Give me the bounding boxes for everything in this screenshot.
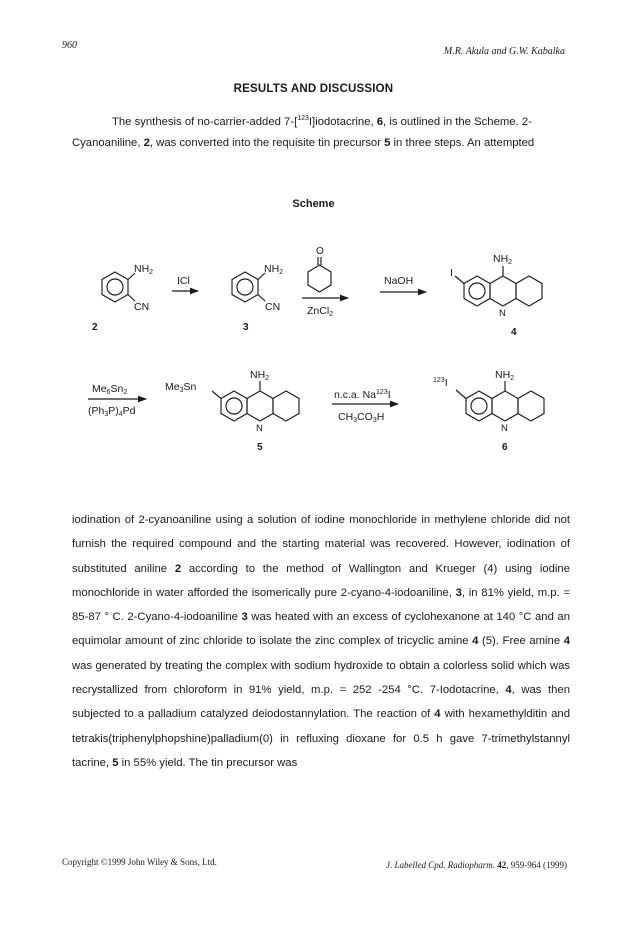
intro-text: in three steps. An attempted bbox=[390, 137, 535, 149]
intro-text: , is outlined in the Scheme. 2- bbox=[383, 115, 532, 128]
cyclohexanone-structure bbox=[308, 246, 331, 292]
cn-label: CN bbox=[134, 301, 150, 313]
nh2-label: NH2 bbox=[134, 263, 154, 276]
compound-ref: 5 bbox=[112, 756, 119, 769]
nh2-label: NH2 bbox=[495, 369, 515, 382]
section-heading: RESULTS AND DISCUSSION bbox=[233, 83, 394, 95]
body-paragraph bbox=[72, 508, 570, 775]
ring-nitrogen-label: N bbox=[501, 423, 508, 434]
running-head: M.R. Akula and G.W. Kabalka bbox=[443, 46, 565, 57]
compound-ref: 2 bbox=[143, 137, 150, 149]
oxygen-label: O bbox=[316, 246, 324, 257]
intro-text: I]iodotacrine, bbox=[308, 115, 377, 128]
reagent-me6sn2: Me6Sn2 bbox=[92, 383, 128, 396]
nh2-label: NH2 bbox=[264, 263, 284, 276]
page-number: 960 bbox=[62, 40, 77, 51]
journal-citation bbox=[386, 860, 567, 870]
compound-ref: 4 bbox=[505, 684, 512, 697]
compound-ref: 4 bbox=[563, 635, 571, 648]
citation-volume: 42 bbox=[497, 860, 507, 870]
compound-2-structure bbox=[102, 263, 153, 313]
nh2-label: NH2 bbox=[493, 253, 513, 266]
copyright-notice: Copyright ©1999 John Wiley & Sons, Ltd. bbox=[62, 857, 217, 867]
intro-line-2 bbox=[72, 131, 534, 155]
intro-text: , was converted into the requisite tin precursor bbox=[149, 137, 385, 149]
compound-4-structure bbox=[450, 253, 542, 319]
compound-ref: 5 bbox=[384, 137, 391, 149]
body-text-run: was heated with an excess of cyclohexanone at 140 °C and an equimolar amount of zinc chloride to isolate the zinc complex of tricyclic amine bbox=[72, 611, 570, 648]
body-text-run: with hexamethylditin and tetrakis(triphenylphopshine)palladium(0) in refluxing dioxane for 0.5 h gave 7-trimethylstannyl tacrine, bbox=[72, 708, 570, 769]
intro-line-1 bbox=[112, 107, 532, 134]
reagent-icl: ICl bbox=[177, 275, 190, 287]
body-text-run: iodination of 2-cyanoaniline using a solution of iodine monochloride in methylene chloride did not furnish the required compound and the starting material was recovered. However, iodination of substituted aniline bbox=[72, 514, 570, 575]
compound-number-6: 6 bbox=[502, 442, 508, 453]
compound-ref: 4 bbox=[434, 708, 441, 721]
compound-number-4: 4 bbox=[511, 327, 517, 338]
radioiodine-label: $^{123}$I bbox=[433, 377, 448, 389]
body-text-run: , in 81% yield, m.p. = 85-87 ° C. 2-Cyano-4-iodoaniline bbox=[72, 586, 570, 624]
compound-ref: 2 bbox=[174, 562, 182, 575]
nh2-label: NH2 bbox=[250, 369, 270, 382]
compound-6-structure bbox=[433, 369, 544, 434]
compound-number-5: 5 bbox=[257, 442, 263, 453]
body-text-run: in 55% yield. The tin precursor was bbox=[118, 756, 298, 769]
body-text-run: was generated by treating the complex with sodium hydroxide to obtain a colorless solid which was recrystallized from chloroform in 91% yield, m.p. = 252 -254 °C. 7-Iodotacrine, bbox=[72, 659, 570, 697]
compound-ref: 3 bbox=[455, 586, 462, 599]
compound-5-structure bbox=[165, 369, 299, 434]
citation-pages: , 959-964 (1999) bbox=[506, 860, 567, 870]
compound-ref: 3 bbox=[241, 611, 248, 624]
iodo-label: I bbox=[450, 267, 453, 279]
compound-ref: 4 bbox=[472, 635, 479, 648]
scheme-title: Scheme bbox=[292, 198, 335, 210]
reagent-peracetic-acid: CH3CO3H bbox=[338, 411, 385, 424]
body-text-run: (5). Free amine bbox=[478, 635, 564, 648]
body-text-run: , was then subjected to a palladium catalyzed deiodostannylation. The reaction of bbox=[72, 684, 571, 721]
body-text-run: according to the method of Wallington and Krueger (4) using iodine monochloride in water afforded the isomerically pure 2-cyano-4-iodoaniline, bbox=[72, 562, 570, 599]
reagent-naoh: NaOH bbox=[384, 275, 414, 287]
reagent-zncl2: ZnCl2 bbox=[307, 305, 334, 318]
compound-ref: 6 bbox=[376, 115, 384, 128]
intro-text: Cyanoaniline, bbox=[72, 137, 144, 149]
reagent-na123i: n.c.a. Na$^{123}$I bbox=[334, 389, 391, 401]
ring-nitrogen-label: N bbox=[499, 308, 506, 319]
ring-nitrogen-label: N bbox=[256, 423, 263, 434]
citation-journal: J. Labelled Cpd. Radiopharm. bbox=[386, 860, 498, 870]
intro-text: The synthesis of no-carrier-added 7-[ bbox=[112, 115, 298, 128]
cn-label: CN bbox=[265, 301, 281, 313]
reagent-pd-catalyst: (Ph3P)4Pd bbox=[88, 405, 136, 418]
trimethylstannyl-label: Me3Sn bbox=[165, 381, 197, 394]
reaction-scheme bbox=[0, 228, 627, 468]
compound-3-structure bbox=[232, 263, 283, 313]
compound-number-2: 2 bbox=[92, 322, 98, 333]
compound-number-3: 3 bbox=[243, 322, 249, 333]
isotope-superscript: 123 bbox=[297, 115, 309, 122]
